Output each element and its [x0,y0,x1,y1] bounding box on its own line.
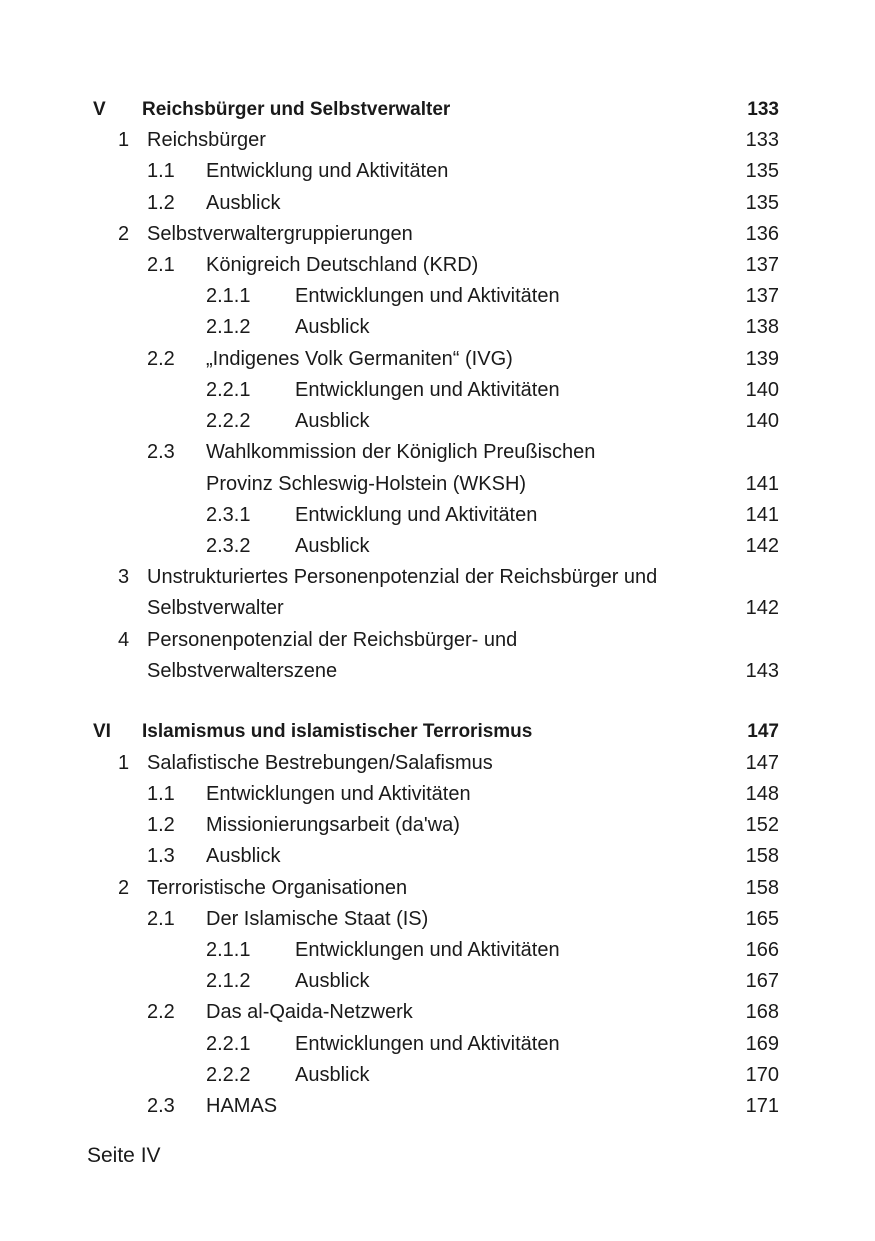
toc-entry-page: 147 [745,752,779,774]
toc-entry-number: VI [93,721,111,742]
toc-entry-number: 1.3 [147,845,175,867]
toc-entry-row [0,156,875,187]
toc-entry-row [0,966,875,997]
toc-entry-row [0,997,875,1028]
toc-entry-title: HAMAS [206,1095,278,1117]
toc-entry-number: 2.3.2 [206,535,251,557]
toc-entry-row [0,656,875,687]
toc-entry-row [0,219,875,250]
toc-entry-title: Reichsbürger [147,129,266,151]
toc-entry-title: Der Islamische Staat (IS) [206,908,429,930]
toc-entry-title: Entwicklungen und Aktivitäten [206,783,471,805]
toc-entry-number: 2.2.2 [206,1064,251,1086]
toc-entry-number: V [93,99,106,120]
toc-entry-title: Missionierungsarbeit (da'wa) [206,814,460,836]
toc-entry-title: Personenpotenzial der Reichsbürger- und [147,629,518,651]
toc-entry-row [0,281,875,312]
toc-entry-title: Ausblick [206,845,281,867]
toc-entry-number: 2.1.1 [206,285,251,307]
toc-entry-page: 135 [745,192,779,214]
toc-entry-number: 2.1 [147,254,175,276]
toc-entry-page: 135 [745,160,779,182]
toc-entry-number: 2.1.2 [206,316,251,338]
toc-entry-page: 133 [747,99,779,120]
toc-chapter-row [0,716,875,747]
toc-entry-number: 2 [118,877,130,899]
toc-entry-row [0,779,875,810]
toc-entry-page: 141 [745,504,779,526]
toc-entry-title: Ausblick [295,316,370,338]
toc-entry-title: Ausblick [295,410,370,432]
toc-entry-number: 1.1 [147,783,175,805]
toc-entry-page: 166 [745,939,779,961]
toc-entry-page: 133 [745,129,779,151]
toc-entry-page: 152 [745,814,779,836]
toc-entry-page: 137 [745,285,779,307]
toc-entry-row [0,1091,875,1122]
toc-entry-row [0,344,875,375]
toc-entry-title: Unstrukturiertes Personenpotenzial der Reichsbürger und [147,566,658,588]
toc-entry-number: 2.3.1 [206,504,251,526]
toc-entry-number: 2.2.2 [206,410,251,432]
page-number-footer: Seite IV [87,1144,161,1167]
toc-entry-title: Islamismus und islamistischer Terrorismus [142,721,533,742]
toc-entry-number: 1.2 [147,192,175,214]
toc-entry-title: Terroristische Organisationen [147,877,408,899]
toc-entry-page: 169 [745,1033,779,1055]
toc-entry-title: Selbstverwalterszene [147,660,338,682]
toc-entry-row [0,531,875,562]
toc-entry-page: 136 [745,223,779,245]
toc-entry-number: 2.1.1 [206,939,251,961]
toc-entry-title: „Indigenes Volk Germaniten“ (IVG) [206,348,513,370]
toc-entry-page: 140 [745,379,779,401]
toc-entry-number: 3 [118,566,130,588]
toc-entry-row [0,904,875,935]
toc-entry-page: 168 [745,1001,779,1023]
toc-entry-number: 2.1.2 [206,970,251,992]
toc-entry-number: 4 [118,629,130,651]
toc-entry-page: 158 [745,877,779,899]
toc-entry-row [0,375,875,406]
toc-entry-row [0,935,875,966]
toc-entry-number: 2 [118,223,130,245]
toc-entry-page: 140 [745,410,779,432]
toc-entry-title: Ausblick [295,1064,370,1086]
toc-entry-title: Das al-Qaida-Netzwerk [206,1001,413,1023]
toc-entry-title: Entwicklungen und Aktivitäten [295,1033,560,1055]
toc-entry-title: Salafistische Bestrebungen/Salafismus [147,752,493,774]
toc-entry-number: 2.2 [147,1001,175,1023]
toc-entry-number: 2.1 [147,908,175,930]
toc-entry-title: Königreich Deutschland (KRD) [206,254,479,276]
toc-entry-row [0,250,875,281]
toc-entry-number: 2.2 [147,348,175,370]
toc-entry-row [0,562,875,593]
toc-entry-row [0,873,875,904]
toc-entry-number: 2.3 [147,441,175,463]
toc-entry-row [0,500,875,531]
toc-entry-page: 143 [745,660,779,682]
toc-entry-page: 142 [745,535,779,557]
toc-entry-title: Provinz Schleswig-Holstein (WKSH) [206,473,527,495]
toc-entry-page: 142 [745,597,779,619]
toc-entry-page: 165 [745,908,779,930]
toc-entry-title: Entwicklung und Aktivitäten [295,504,538,526]
toc-entry-title: Entwicklungen und Aktivitäten [295,939,560,961]
toc-entry-number: 1.1 [147,160,175,182]
toc-entry-row [0,748,875,779]
toc-entry-page: 170 [745,1064,779,1086]
toc-entry-row [0,406,875,437]
toc-entry-page: 147 [747,721,779,742]
toc-entry-row [0,125,875,156]
toc-entry-title: Entwicklungen und Aktivitäten [295,285,560,307]
toc-entry-row [0,810,875,841]
toc-entry-page: 167 [745,970,779,992]
toc-entry-title: Selbstverwaltergruppierungen [147,223,413,245]
toc-entry-title: Ausblick [206,192,281,214]
toc-entry-page: 139 [745,348,779,370]
toc-entry-title: Entwicklungen und Aktivitäten [295,379,560,401]
toc-entry-number: 1 [118,129,130,151]
toc-chapter-row [0,94,875,125]
toc-entry-row [0,312,875,343]
toc-entry-title: Reichsbürger und Selbstverwalter [142,99,451,120]
toc-entry-page: 158 [745,845,779,867]
toc-entry-number: 2.2.1 [206,379,251,401]
toc-entry-row [0,593,875,624]
toc-entry-row [0,1029,875,1060]
toc-entry-page: 137 [745,254,779,276]
toc-entry-row [0,1060,875,1091]
toc-entry-row [0,437,875,468]
toc-entry-row [0,625,875,656]
toc-entry-row [0,841,875,872]
toc-entry-title: Entwicklung und Aktivitäten [206,160,449,182]
toc-entry-page: 148 [745,783,779,805]
toc-entry-number: 2.2.1 [206,1033,251,1055]
toc-entry-page: 171 [745,1095,779,1117]
toc-entry-row [0,469,875,500]
toc-entry-title: Ausblick [295,535,370,557]
toc-entry-title: Selbstverwalter [147,597,284,619]
toc-entry-page: 138 [745,316,779,338]
toc-entry-number: 2.3 [147,1095,175,1117]
toc-entry-row [0,188,875,219]
toc-entry-number: 1.2 [147,814,175,836]
toc-entry-number: 1 [118,752,130,774]
toc-entry-title: Ausblick [295,970,370,992]
toc-entry-title: Wahlkommission der Königlich Preußischen [206,441,596,463]
toc-entry-page: 141 [745,473,779,495]
